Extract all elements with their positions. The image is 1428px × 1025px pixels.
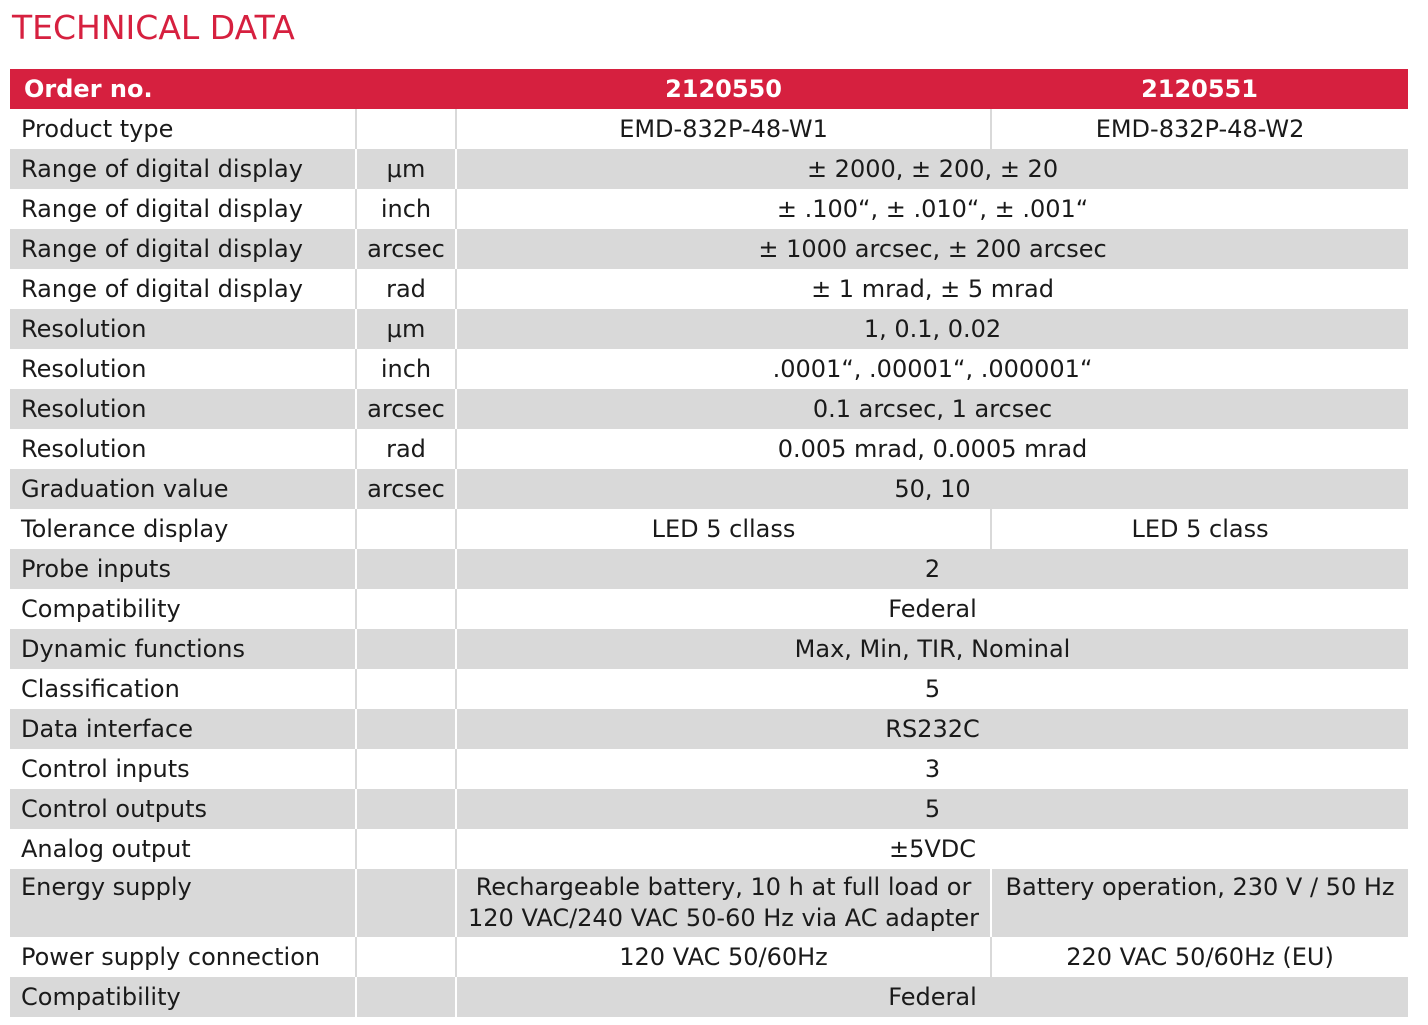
table-row bbox=[10, 829, 1408, 869]
row-label: Control inputs bbox=[10, 749, 356, 789]
table-row bbox=[10, 349, 1408, 389]
row-value-2120550: Rechargeable battery, 10 h at full load or 120 VAC/240 VAC 50-60 Hz via AC adapter bbox=[456, 869, 991, 937]
row-value: Federal bbox=[888, 983, 977, 1011]
table-row bbox=[10, 937, 1408, 977]
table-row bbox=[10, 709, 1408, 749]
row-value: 50, 10 bbox=[894, 475, 971, 503]
row-label: Product type bbox=[10, 109, 356, 149]
row-value: 0.1 arcsec, 1 arcsec bbox=[812, 395, 1053, 423]
row-unit bbox=[356, 829, 456, 869]
row-unit bbox=[356, 977, 456, 1017]
row-label: Control outputs bbox=[10, 789, 356, 829]
row-value: 0.005 mrad, 0.0005 mrad bbox=[777, 435, 1088, 463]
table-row bbox=[10, 269, 1408, 309]
page-title: TECHNICAL DATA bbox=[12, 8, 295, 47]
order-no-2120551: 2120551 bbox=[1141, 75, 1258, 103]
row-value-2120550: 120 VAC 50/60Hz bbox=[456, 937, 991, 977]
table-row bbox=[10, 149, 1408, 189]
order-no-2120550: 2120550 bbox=[665, 75, 782, 103]
table-row bbox=[10, 749, 1408, 789]
row-value-2120551: EMD-832P-48-W2 bbox=[1095, 115, 1305, 143]
row-unit bbox=[356, 109, 456, 149]
row-label: Dynamic functions bbox=[10, 629, 356, 669]
row-label: Range of digital display bbox=[10, 269, 356, 309]
row-unit bbox=[356, 869, 456, 937]
table-body bbox=[10, 109, 1408, 1017]
row-label: Probe inputs bbox=[10, 549, 356, 589]
row-unit bbox=[356, 709, 456, 749]
row-unit: arcsec bbox=[356, 229, 456, 269]
row-value: 5 bbox=[924, 795, 941, 823]
table-row bbox=[10, 309, 1408, 349]
row-unit bbox=[356, 749, 456, 789]
row-unit: rad bbox=[356, 429, 456, 469]
row-value: ± .100“, ± .010“, ± .001“ bbox=[776, 195, 1089, 223]
row-value: 3 bbox=[924, 755, 941, 783]
table-row bbox=[10, 189, 1408, 229]
row-label: Tolerance display bbox=[10, 509, 356, 549]
row-value: 5 bbox=[924, 675, 941, 703]
row-unit bbox=[356, 549, 456, 589]
table-row bbox=[10, 589, 1408, 629]
row-value-2120550: LED 5 cllass bbox=[456, 509, 991, 549]
table-row bbox=[10, 109, 1408, 149]
table-header-row bbox=[10, 69, 1408, 109]
table-row bbox=[10, 229, 1408, 269]
row-unit: inch bbox=[356, 189, 456, 229]
row-value: ± 1000 arcsec, ± 200 arcsec bbox=[758, 235, 1107, 263]
row-value: ± 2000, ± 200, ± 20 bbox=[806, 155, 1059, 183]
row-unit: μm bbox=[356, 149, 456, 189]
row-value: ±5VDC bbox=[888, 835, 977, 863]
row-unit: arcsec bbox=[356, 389, 456, 429]
row-label: Power supply connection bbox=[10, 937, 356, 977]
row-value: .0001“, .00001“, .000001“ bbox=[772, 355, 1093, 383]
row-unit: arcsec bbox=[356, 469, 456, 509]
row-label: Range of digital display bbox=[10, 149, 356, 189]
order-no-header: Order no. bbox=[24, 75, 153, 103]
row-value-2120550: EMD-832P-48-W1 bbox=[456, 109, 991, 149]
row-unit bbox=[356, 629, 456, 669]
table-row bbox=[10, 977, 1408, 1017]
row-label: Resolution bbox=[10, 349, 356, 389]
row-unit bbox=[356, 509, 456, 549]
row-label: Compatibility bbox=[10, 589, 356, 629]
row-value: Federal bbox=[888, 595, 977, 623]
row-unit bbox=[356, 937, 456, 977]
table-row bbox=[10, 629, 1408, 669]
table-row bbox=[10, 509, 1408, 549]
row-label: Classification bbox=[10, 669, 356, 709]
table-row bbox=[10, 469, 1408, 509]
row-value-2120551: Battery operation, 230 V / 50 Hz bbox=[1005, 873, 1395, 901]
row-unit: inch bbox=[356, 349, 456, 389]
table-row bbox=[10, 789, 1408, 829]
row-label: Range of digital display bbox=[10, 189, 356, 229]
table-row bbox=[10, 389, 1408, 429]
row-value: 1, 0.1, 0.02 bbox=[863, 315, 1002, 343]
row-label: Graduation value bbox=[10, 469, 356, 509]
row-label: Resolution bbox=[10, 389, 356, 429]
table-row bbox=[10, 429, 1408, 469]
row-unit bbox=[356, 589, 456, 629]
row-label: Energy supply bbox=[10, 869, 356, 937]
row-unit: rad bbox=[356, 269, 456, 309]
table-row bbox=[10, 869, 1408, 937]
table-row bbox=[10, 669, 1408, 709]
row-unit bbox=[356, 669, 456, 709]
table-row bbox=[10, 549, 1408, 589]
technical-data-table bbox=[10, 69, 1408, 1017]
row-unit bbox=[356, 789, 456, 829]
row-label: Resolution bbox=[10, 309, 356, 349]
row-label: Resolution bbox=[10, 429, 356, 469]
row-label: Data interface bbox=[10, 709, 356, 749]
row-value-2120551: 220 VAC 50/60Hz (EU) bbox=[1066, 943, 1334, 971]
row-value: 2 bbox=[924, 555, 941, 583]
row-value: RS232C bbox=[885, 715, 980, 743]
row-label: Range of digital display bbox=[10, 229, 356, 269]
row-value: Max, Min, TIR, Nominal bbox=[794, 635, 1071, 663]
row-value: ± 1 mrad, ± 5 mrad bbox=[811, 275, 1054, 303]
row-value-2120551: LED 5 class bbox=[1131, 515, 1269, 543]
row-label: Compatibility bbox=[10, 977, 356, 1017]
row-unit: μm bbox=[356, 309, 456, 349]
row-label: Analog output bbox=[10, 829, 356, 869]
